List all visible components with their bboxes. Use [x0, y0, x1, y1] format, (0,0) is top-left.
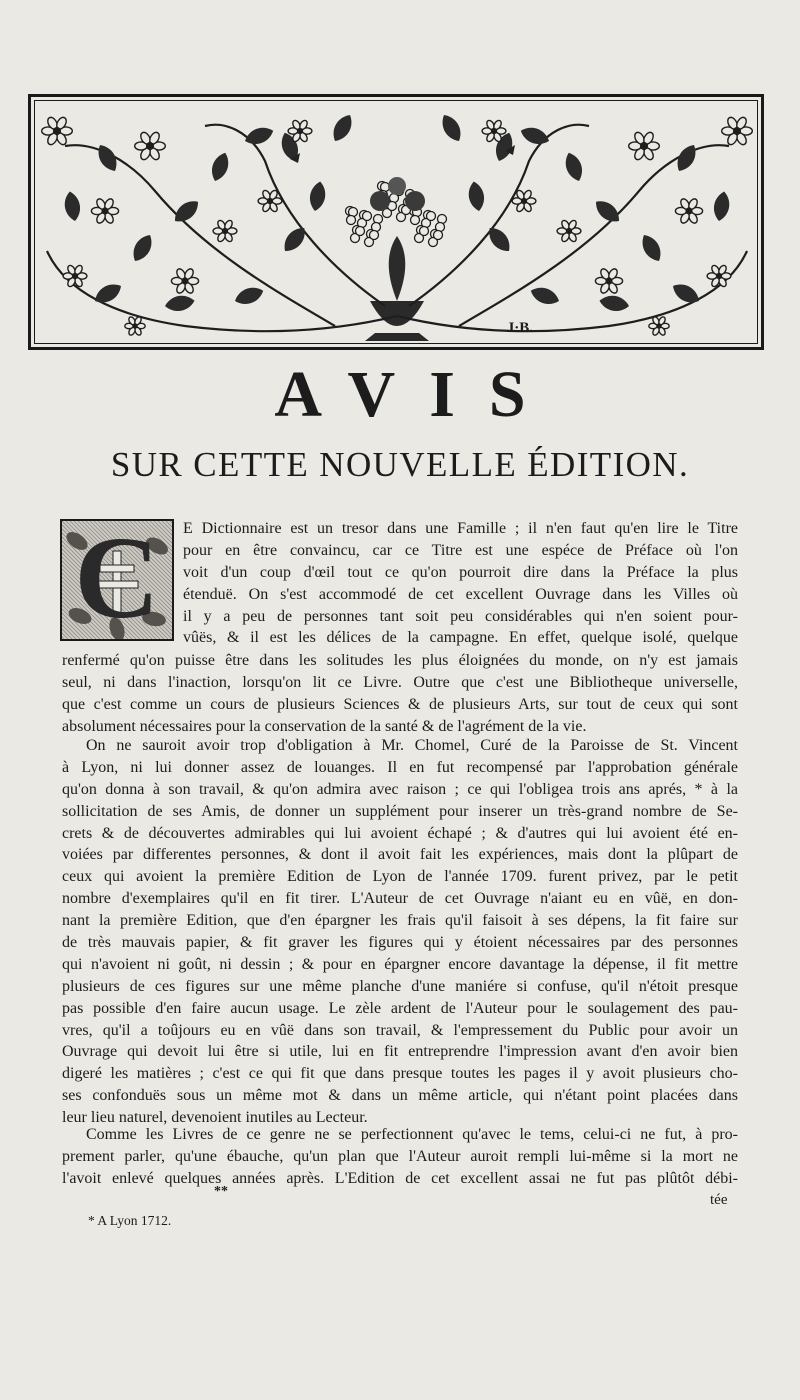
text-line: seul, ni dans l'inaction, lorsqu'on lit ce Livre. Outre que c'est une Bibliotheque universelle,: [62, 673, 738, 691]
paragraph-1-continued: [62, 650, 738, 738]
text-line: vûës, & il est les délices de la campagne. En effet, quelque isolé, quelque: [183, 629, 738, 647]
text-line: l'avoit enlevé quelques années après. L'Edition de cet excellent assai ne fut pas plûtôt débi-: [62, 1169, 738, 1187]
text-line: vres, qu'il a toûjours eu en vûë dans son travail, & l'empressement du Public pour avoir un: [62, 1021, 738, 1039]
text-line: Comme les Livres de ce genre ne se perfectionnent qu'avec le tems, celui-ci ne fut, à pro-: [86, 1126, 738, 1143]
footnote: * A Lyon 1712.: [88, 1213, 172, 1228]
text-line: nant la première Edition, que d'en épargner les frais qu'il faisoit à ses dépens, la fit faire sur: [62, 912, 738, 930]
ornamental-headpiece: [28, 94, 764, 350]
text-line: pas possible d'en faire aucun usage. Le zèle ardent de l'Auteur pour le soulagement des pau-: [62, 999, 738, 1017]
decorated-initial: [60, 519, 174, 641]
text-line: renfermé qu'on puisse être dans les solitudes les plus éloignées du monde, on n'y est jamais: [62, 652, 738, 669]
paragraph-2: [62, 735, 738, 1129]
text-line: pour en être convaincu, car ce Titre est une espéce de Préface où l'on: [183, 541, 738, 559]
text-line: il y a peu de personnes tant soit peu considérables qui n'en soient pour-: [183, 607, 738, 625]
paragraph-1-intro: [183, 518, 738, 649]
text-line: sollicitation de ses Amis, de donner un supplément pour inserer un très-grand nombre de Se-: [62, 802, 738, 820]
text-line: à Lyon, ni lui donner assez de louanges. Il en fut recompensé par l'approbation générale: [62, 758, 738, 776]
text-line: digeré les matières ; c'est ce qui fit que dans presque toutes les pages il y avoit plusieurs cho-: [62, 1065, 738, 1083]
text-line: E Dictionnaire est un tresor dans une Famille ; il n'en faut qu'en lire le Titre: [183, 520, 738, 537]
text-line: voit d'un coup d'œil tout ce qu'on pourroit dire dans la Préface la plus: [183, 563, 738, 581]
text-line: étenduë. On s'est accommodé de cet excellent Ouvrage dans les Villes où: [183, 585, 738, 603]
text-line: plusieurs de ces figures sur une même planche d'une maniére si confuse, qu'il n'étoit presque: [62, 977, 738, 995]
catchword: tée: [710, 1192, 728, 1208]
text-line: qui n'avoient ni goût, ni dessin ; & pour en épargner encore davantage la dépense, il fit mettre: [62, 955, 738, 973]
text-line: absolument nécessaires pour la conservation de la santé & de l'agrément de la vie.: [62, 717, 587, 735]
paragraph-3: [62, 1124, 738, 1190]
text-line: voiées par differentes personnes, & dont il avoit fait les expériences, mais dont la plûpart de: [62, 846, 738, 864]
initial-letter: C: [74, 519, 160, 641]
page-subtitle: SUR CETTE NOUVELLE ÉDITION.: [110, 445, 690, 484]
text-line: nombre d'exemplaires qu'il en fit tirer. L'Auteur de cet Ouvrage n'aiant eu en vûë, en don-: [62, 890, 738, 908]
text-line: ceux qui avoient la première Edition de Lyon de l'année 1709. furent privez, par le petit: [62, 868, 738, 886]
engraver-signature: J·B.: [506, 320, 533, 336]
signature-mark: **: [214, 1184, 228, 1199]
floral-ornament-image: [35, 101, 758, 344]
text-line: crets & de découvertes admirables qui lui avoient échapé ; & d'autres qui lui avoient été en-: [62, 824, 738, 842]
text-line: que c'est comme un cours de plusieurs Sciences & de plusieurs Arts, sur tout de ceux qui sont: [62, 695, 738, 713]
text-line: leur lieu naturel, devenoient inutiles au Lecteur.: [62, 1109, 368, 1127]
text-line: de très mauvais papier, & fit graver les figures qui y étoient nécessaires par des personnes: [62, 934, 738, 952]
text-line: Ouvrage qui devoit lui être si utile, lui en fit entreprendre l'impression avant d'en avoir bien: [62, 1043, 738, 1061]
text-line: prement parler, qu'une ébauche, qu'un plan que l'Auteur auroit rempli lui-même si la mort ne: [62, 1147, 738, 1165]
page-title: AVIS: [274, 358, 560, 431]
text-line: On ne sauroit avoir trop d'obligation à Mr. Chomel, Curé de la Paroisse de St. Vincent: [86, 737, 738, 754]
text-line: ses confonduës sous un même mot & dans un même article, qui n'étant point placées dans: [62, 1087, 738, 1105]
text-line: qu'on donna à son travail, & qu'on admira avec raison ; ce qui l'obligea trois ans aprés, * à la: [62, 780, 738, 798]
